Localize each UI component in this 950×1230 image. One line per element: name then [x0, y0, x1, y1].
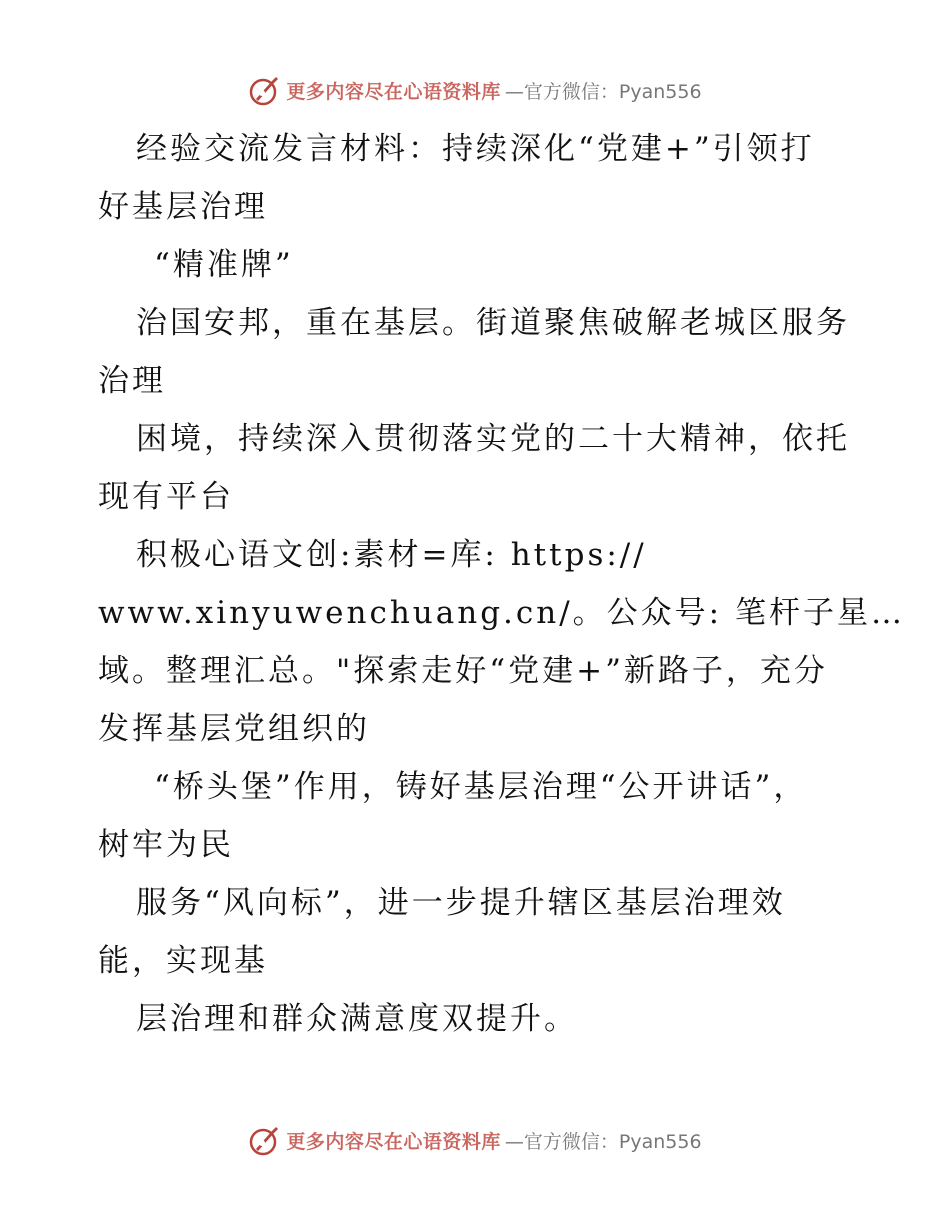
text-line: 服务“风向标”，进一步提升辖区基层治理效	[136, 885, 786, 921]
text-line: 现有平台	[98, 479, 234, 515]
pen-logo-icon	[248, 73, 282, 107]
banner-wechat: —官方微信：Pyan556	[504, 1130, 702, 1153]
text-line: 积极心语文创:素材=库: https://	[136, 537, 647, 573]
text-line: 层治理和群众满意度双提升。	[136, 1001, 578, 1037]
text-line: 发挥基层党组织的	[98, 711, 370, 747]
text-line: “桥头堡”作用，铸好基层治理“公开讲话”，	[154, 769, 808, 805]
text-line: 能，实现基	[98, 943, 268, 979]
banner-title: 更多内容尽在心语资料库	[286, 1130, 501, 1153]
document-body	[98, 120, 905, 1048]
banner-wechat: —官方微信：Pyan556	[504, 80, 702, 103]
header-banner	[0, 70, 950, 110]
text-line: 域。整理汇总。"探索走好“党建+”新路子，充分	[98, 653, 828, 689]
text-line: 治理	[98, 363, 166, 399]
text-line: 好基层治理	[98, 189, 268, 225]
text-line: “精准牌”	[154, 247, 294, 283]
pen-logo-icon	[248, 1123, 282, 1157]
footer-banner	[0, 1120, 950, 1160]
text-line: 经验交流发言材料：持续深化“党建+”引领打	[136, 131, 815, 167]
text-line: 治国安邦，重在基层。街道聚焦破解老城区服务	[136, 305, 850, 341]
banner-title: 更多内容尽在心语资料库	[286, 80, 501, 103]
text-line: www.xinyuwenchuang.cn/。公众号: 笔杆子星…	[98, 595, 905, 631]
text-line: 困境，持续深入贯彻落实党的二十大精神，依托	[136, 421, 850, 457]
text-line: 树牢为民	[98, 827, 234, 863]
